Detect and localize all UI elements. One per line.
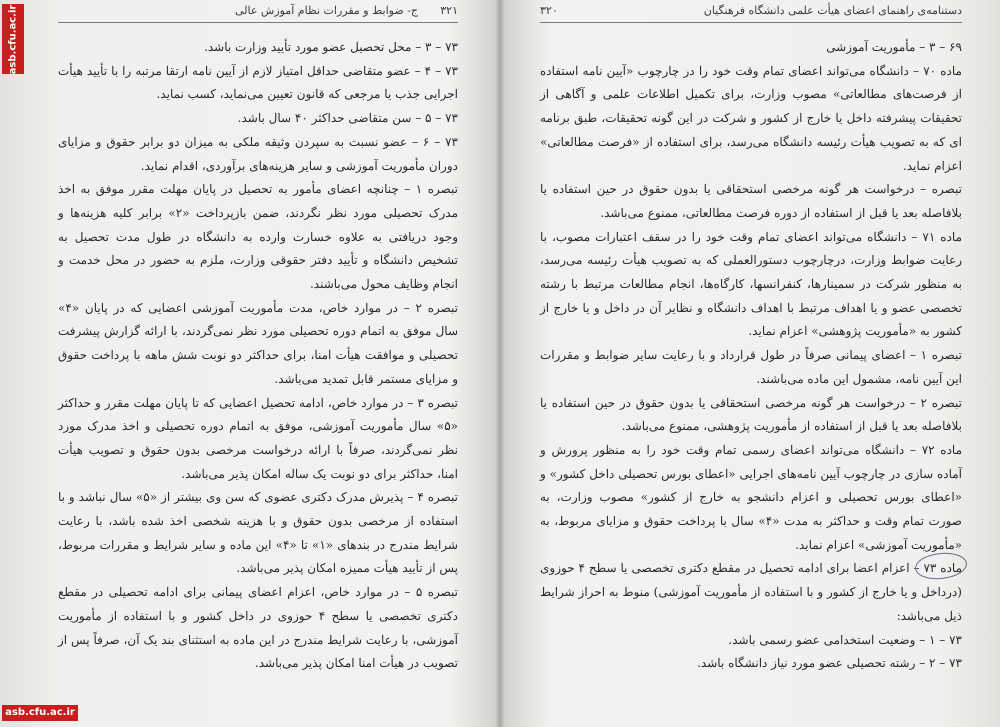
left-page-number: ۳۲۱	[440, 4, 458, 17]
paragraph: ۷۳ – ۲ – رشته تحصیلی عضو مورد نیاز دانشگاه باشد.	[697, 656, 962, 671]
watermark-badge[interactable]: asb.cfu.ac.ir	[2, 705, 78, 721]
paragraph: ۷۳ – ۱ – وضعیت استخدامی عضو رسمی باشد.	[728, 632, 962, 647]
paragraph: ماده ۷۱ – دانشگاه می‌تواند اعضای تمام وقت خود را در سقف اعتبارات مصوب، با رعایت ضوابط وزارت، درچارچوب دستورالعملی که به تصویب هیأت رئیسه می‌رسد، به منظور شرکت در سمینارها، کنفرانسها، کارگاه‌ها، انجام مطالعات مرتبط با رشته تخصصی عضو و یا اهداف مرتبط با اهداف دانشگاه و نظایر آن در داخل و یا خارج از کشور به «مأموریت پژوهشی» اعزام نماید.	[540, 229, 962, 339]
paragraph: تبصره ۱ – چنانچه اعضای مأمور به تحصیل در پایان مهلت مقرر موفق به اخذ مدرک تحصیلی مورد نظر نگردند، ضمن بازپرداخت «۲» برابر کلیه هزینه‌ها و وجود دریافتی به علاوه خسارت وارده به دانشگاه در طول مدت تحصیل به تشخیص دانشگاه و تأیید دفتر حقوقی وزارت، ملزم به حضور در محل خدمت و انجام وظایف محول می‌باشند.	[58, 182, 458, 292]
paragraph: تبصره ۴ – پذیرش مدرک دکتری عضوی که سن وی بیشتر از «۵» سال نباشد و با استفاده از مرخصی بدون حقوق و با هزینه شخصی اخذ شده باشد، با رعایت شرایط مندرج در بندهای «۱» تا «۴» این ماده و سایر شرایط و مقررات مربوط، پس از تأیید هیأت ممیزه امکان پذیر می‌باشد.	[58, 490, 458, 576]
paragraph: تبصره – درخواست هر گونه مرخصی استحقاقی یا بدون حقوق در حین استفاده یا بلافاصله بعد یا قبل از استفاده از دوره فرصت مطالعاتی، ممنوع می‌باشد.	[540, 182, 962, 220]
paragraph: ماده ۷۳ – اعزام اعضا برای ادامه تحصیل در مقطع دکتری تخصصی یا سطح ۴ حوزوی (درداخل و یا خارج از کشور و با استفاده از مأموریت آموزشی) منوط به احراز شرایط ذیل می‌باشد:	[540, 561, 963, 623]
paragraph: ماده ۷۲ – دانشگاه می‌تواند اعضای رسمی تمام وقت خود را به منظور پرورش و آماده سازی در چارچوب آیین نامه‌های اجرایی «اعطای بورس تحصیلی داخل کشور» و «اعطای بورس تحصیلی و اعزام دانشجو به خارج از کشور» مصوب وزارت، به صورت تمام وقت و حداکثر به مدت «۴» سال با پرداخت حقوق و مزایای مربوط، به «مأموریت آموزشی» اعزام نماید.	[540, 442, 963, 552]
left-page-body	[58, 36, 458, 676]
right-page-body	[540, 36, 962, 676]
left-page-header	[58, 0, 458, 23]
right-page-header-title: دستنامه‌ی راهنمای اعضای هیأت علمی دانشگاه فرهنگیان	[703, 4, 962, 17]
paragraph: تبصره ۵ – در موارد خاص، اعزام اعضای پیمانی برای ادامه تحصیلی در مقطع دکتری تخصصی یا سطح ۴ حوزوی در داخل کشور و با استفاده از مأموریت آموزشی، با رعایت شرایط مندرج در این ماده به استثنای بند یک آن، صرفاً پس از تصویب در هیأت امنا امکان پذیر می‌باشد.	[58, 585, 459, 671]
left-page-header-title: ج- ضوابط و مقررات نظام آموزش عالی	[235, 4, 418, 17]
right-page-number: ۳۲۰	[540, 4, 558, 17]
paragraph: تبصره ۳ – در موارد خاص، ادامه تحصیل اعضایی که تا پایان مهلت مقرر و حداکثر «۵» سال مأموریت آموزشی، موفق به اتمام دوره تحصیلی و اخذ مدرک مورد نظر نمی‌گردند، صرفاً با ارائه درخواست مرخصی بدون حقوق و تصویب هیأت امنا، حداکثر برای دو نوبت یک ساله امکان پذیر می‌باشد.	[58, 395, 458, 481]
paragraph: تبصره ۲ – درخواست هر گونه مرخصی استحقاقی یا بدون حقوق در حین استفاده یا بلافاصله بعد یا قبل از استفاده از مأموریت پژوهشی، ممنوع می‌باشد.	[540, 395, 962, 434]
paragraph: ماده ۷۰ – دانشگاه می‌تواند اعضای تمام وقت خود را در چارچوب «آیین نامه استفاده از فرصت‌های مطالعاتی» مصوب وزارت، برای تکمیل اطلاعات علمی و آگاهی از تحقیقات پیشرفته داخل یا خارج از کشور و شرکت در این گونه تحقیقات، طبق برنامه ای که به تصویب هیأت رئیسه دانشگاه می‌رسد، برای استفاده از «فرصت مطالعاتی» اعزام نماید.	[540, 63, 962, 173]
right-page-header	[540, 0, 962, 23]
paragraph: ۷۳ – ۴ – عضو متقاضی حداقل امتیاز لازم از آیین نامه ارتقا مرتبه را با تأیید هیأت اجرایی جذب یا مرجعی که قانون تعیین می‌نماید، کسب نماید.	[58, 63, 458, 102]
paragraph: ۷۳ – ۵ – سن متقاضی حداکثر ۴۰ سال باشد.	[237, 111, 458, 126]
paragraph: ۶۹ – ۳ – مأموریت آموزشی	[826, 40, 962, 54]
paragraph: ۷۳ – ۳ – محل تحصیل عضو مورد تأیید وزارت باشد.	[204, 40, 458, 54]
paragraph: تبصره ۱ – اعضای پیمانی صرفاً در طول قرارداد و با رعایت سایر ضوابط و مقررات این آیین نامه، مشمول این ماده می‌باشند.	[540, 348, 962, 386]
site-logo[interactable]: asb.cfu.ac.ir	[2, 4, 24, 74]
right-page	[500, 0, 1000, 727]
paragraph: تبصره ۲ – در موارد خاص، مدت مأموریت آموزشی اعضایی که در پایان «۴» سال موفق به اتمام دوره تحصیلی مورد نظر نمی‌گردند، با ارائه گزارش پیشرفت تحصیلی و موافقت هیأت امنا، برای حداکثر دو نوبت شش ماهه با پرداخت حقوق و مزایای مستمر قابل تمدید می‌باشد.	[58, 300, 458, 386]
paragraph: ۷۳ – ۶ – عضو نسبت به سپردن وثیقه ملکی به میزان دو برابر حقوق و مزایای دوران مأموریت آموزشی و سایر هزینه‌های برآوردی، اقدام نماید.	[58, 134, 458, 173]
